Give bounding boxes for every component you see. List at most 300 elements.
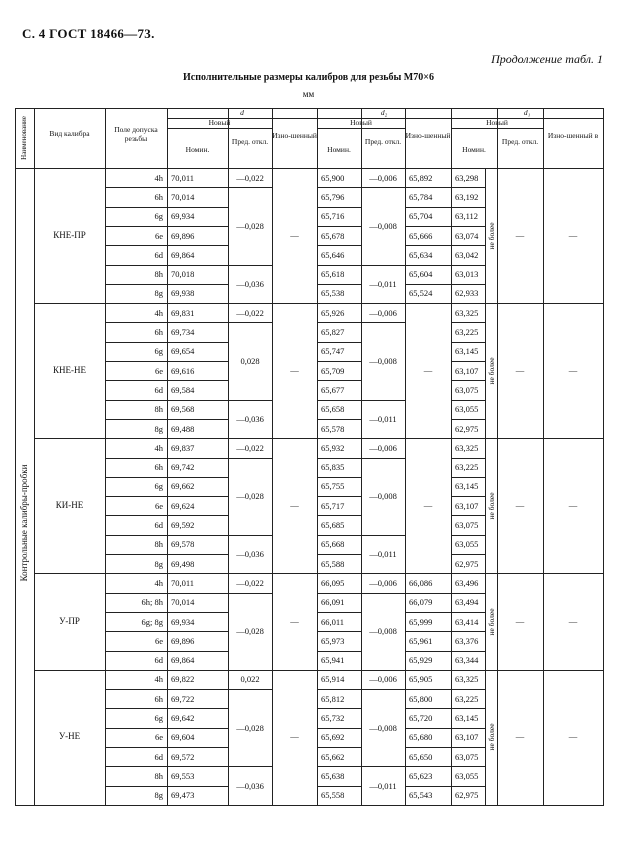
row-rule: [105, 187, 228, 188]
row-rule: [405, 207, 451, 208]
d2-nominal: 65,685: [321, 520, 345, 531]
d1-inner-rule: [485, 303, 486, 438]
row-rule: [405, 786, 451, 787]
row-rule: [105, 207, 228, 208]
d2-worn: 66,086: [409, 577, 433, 588]
deviation-rule: [361, 458, 405, 459]
d1-nominal: 63,192: [455, 191, 479, 202]
tolerance-field: 8g: [154, 558, 163, 569]
header-worn-d2: Изно-шенный: [405, 131, 451, 140]
row-rule: [405, 747, 451, 748]
d-deviation: —0,036: [236, 780, 264, 791]
header-rule: [34, 168, 603, 169]
d-nominal: 69,572: [171, 751, 195, 762]
header-new-d: Новый: [208, 118, 231, 127]
calibre-dimensions-table: [15, 108, 603, 805]
worn-d-dash: —: [290, 229, 299, 240]
header-worn-d1: Изно-шенный в: [547, 131, 599, 140]
d1-nominal: 63,107: [455, 500, 479, 511]
d-deviation: —0,028: [236, 626, 264, 637]
d2-nominal: 65,618: [321, 269, 345, 280]
d2-deviation: —0,008: [369, 491, 397, 502]
row-rule: [105, 477, 228, 478]
d-deviation: —0,036: [236, 278, 264, 289]
d-nominal: 69,831: [171, 307, 195, 318]
row-rule: [405, 631, 451, 632]
tolerance-field: 6g: [154, 481, 163, 492]
d2-deviation: —0,011: [369, 413, 397, 424]
row-rule: [317, 554, 361, 555]
d-nominal: 70,011: [171, 172, 195, 183]
d-nominal: 69,604: [171, 732, 195, 743]
d1-nominal: 63,225: [455, 693, 479, 704]
row-rule: [317, 419, 361, 420]
d2-nominal: 65,668: [321, 539, 345, 550]
d2-worn: 65,524: [409, 288, 433, 299]
row-rule: [451, 728, 485, 729]
d-nominal: 69,578: [171, 539, 195, 550]
d2-worn: 66,079: [409, 597, 433, 608]
d2-nominal: 66,095: [321, 577, 345, 588]
d1-nominal: 63,055: [455, 404, 479, 415]
d2-nominal: 65,677: [321, 384, 345, 395]
d-nominal: 69,742: [171, 462, 195, 473]
row-rule: [105, 593, 228, 594]
not-more-label: не более: [487, 608, 496, 636]
header-d1-label: d₁: [523, 108, 531, 117]
tolerance-field: 6g: [154, 211, 163, 222]
d1-nominal: 63,344: [455, 655, 479, 666]
d2-nominal: 65,932: [321, 442, 345, 453]
row-rule: [451, 400, 485, 401]
d-deviation: —0,022: [236, 307, 264, 318]
d2-worn: 65,623: [409, 770, 433, 781]
d2-worn: 65,650: [409, 751, 433, 762]
row-rule: [105, 612, 228, 613]
row-rule: [317, 496, 361, 497]
d1-nominal: 62,933: [455, 288, 479, 299]
row-rule: [317, 207, 361, 208]
d1-nominal: 63,074: [455, 230, 479, 241]
d2-worn: 65,704: [409, 211, 433, 222]
header-name-label: Наименование: [20, 116, 28, 160]
row-rule: [451, 187, 485, 188]
d1-nominal: 63,075: [455, 384, 479, 395]
row-rule: [451, 207, 485, 208]
tolerance-field: 4h: [154, 577, 163, 588]
tolerance-field: 8g: [154, 288, 163, 299]
d1-inner-rule: [485, 573, 486, 670]
column-rule: [34, 108, 35, 805]
row-rule: [451, 631, 485, 632]
d2-nominal: 65,678: [321, 230, 345, 241]
deviation-rule: [361, 593, 405, 594]
deviation-rule: [228, 322, 272, 323]
d1-nominal: 63,112: [455, 211, 479, 222]
deviation-rule: [228, 400, 272, 401]
row-rule: [317, 766, 361, 767]
d2-worn: 65,999: [409, 616, 433, 627]
d1-nominal: 63,298: [455, 172, 479, 183]
deviation-rule: [361, 187, 405, 188]
d2-worn: 65,905: [409, 674, 433, 685]
row-rule: [317, 651, 361, 652]
d2-worn: 65,961: [409, 635, 433, 646]
table-continuation-note: Продолжение табл. 1: [491, 52, 603, 66]
column-rule: [228, 108, 229, 805]
d-deviation: —0,022: [236, 442, 264, 453]
d2-nominal: 65,578: [321, 423, 345, 434]
deviation-rule: [228, 265, 272, 266]
d1-nominal: 63,325: [455, 442, 479, 453]
d-nominal: 70,014: [171, 191, 195, 202]
tolerance-field: 6d: [154, 520, 163, 531]
d2-nominal: 65,914: [321, 674, 345, 685]
tolerance-field: 6g: [154, 346, 163, 357]
row-rule: [317, 612, 361, 613]
d-deviation: 0,022: [240, 674, 260, 685]
header-d2-label: d₂: [380, 108, 388, 117]
row-rule: [451, 593, 485, 594]
d2-deviation: —0,008: [369, 356, 397, 366]
row-rule: [317, 245, 361, 246]
d1-nominal: 63,042: [455, 249, 479, 260]
row-rule: [105, 400, 228, 401]
row-rule: [105, 322, 228, 323]
column-rule: [543, 108, 544, 805]
row-rule: [317, 361, 361, 362]
tolerance-field: 6d: [154, 384, 163, 395]
row-rule: [405, 245, 451, 246]
tolerance-field: 6g: [154, 713, 163, 724]
row-rule: [405, 766, 451, 767]
d-nominal: 69,934: [171, 211, 195, 222]
d2-nominal: 65,538: [321, 288, 345, 299]
tolerance-field: 6e: [154, 230, 163, 241]
worn-d1-dash: —: [568, 731, 578, 742]
d-deviation: —0,022: [236, 577, 264, 588]
deviation-rule: [361, 689, 405, 690]
d2-nominal: 65,835: [321, 462, 345, 473]
d-nominal: 69,624: [171, 500, 195, 511]
d2-deviation: —0,006: [369, 172, 397, 183]
d-nominal: 69,662: [171, 481, 195, 492]
row-rule: [317, 187, 361, 188]
d2-deviation: —0,008: [369, 626, 397, 637]
deviation-rule: [228, 766, 272, 767]
row-rule: [317, 226, 361, 227]
d2-nominal: 65,646: [321, 249, 345, 260]
group-label-plugs: Контрольные калибры-пробки: [18, 464, 29, 582]
dev-d1-dash: —: [515, 731, 525, 742]
row-rule: [105, 226, 228, 227]
d2-worn: 65,666: [409, 230, 433, 241]
row-rule: [105, 458, 228, 459]
d-nominal: 69,488: [171, 423, 195, 434]
d-nominal: 70,018: [171, 269, 195, 280]
d2-nominal: 65,662: [321, 751, 345, 762]
column-rule: [105, 108, 106, 805]
dev-d1-dash: —: [515, 615, 525, 626]
row-rule: [451, 708, 485, 709]
row-rule: [105, 284, 228, 285]
d-nominal: 69,642: [171, 713, 195, 724]
deviation-rule: [361, 535, 405, 536]
header-dev-d: Пред. откл.: [231, 137, 269, 146]
d2-nominal: 65,796: [321, 191, 345, 202]
row-rule: [451, 786, 485, 787]
d2-worn: 65,720: [409, 713, 433, 724]
d2-worn: 65,929: [409, 655, 433, 666]
dev-d1-dash: —: [515, 229, 525, 240]
row-rule: [317, 593, 361, 594]
calibre-kind: КНЕ-НЕ: [53, 364, 86, 375]
d2-nominal: 65,716: [321, 211, 345, 222]
d-nominal: 70,011: [171, 577, 195, 588]
d-nominal: 69,553: [171, 770, 195, 781]
d1-nominal: 62,975: [455, 558, 479, 569]
column-rule: [15, 108, 16, 805]
d1-nominal: 63,055: [455, 770, 479, 781]
tolerance-field: 4h: [154, 442, 163, 453]
d2-nominal: 65,692: [321, 732, 345, 743]
row-rule: [105, 786, 228, 787]
d2-deviation: —0,006: [369, 577, 397, 588]
tolerance-field: 6h: [154, 191, 163, 202]
column-rule: [405, 108, 406, 805]
row-rule: [317, 786, 361, 787]
d-nominal: 69,896: [171, 635, 195, 646]
d2-deviation: —0,006: [369, 307, 397, 318]
deviation-rule: [228, 187, 272, 188]
row-rule: [405, 651, 451, 652]
d2-worn: 65,892: [409, 172, 433, 183]
row-rule: [105, 728, 228, 729]
row-rule: [451, 361, 485, 362]
d2-worn: 65,680: [409, 732, 433, 743]
tolerance-field: 8h: [154, 770, 163, 781]
row-rule: [317, 322, 361, 323]
tolerance-field: 4h: [154, 172, 163, 183]
tolerance-field: 6e: [154, 732, 163, 743]
row-rule: [105, 708, 228, 709]
deviation-rule: [228, 458, 272, 459]
calibre-kind: КИ-НЕ: [55, 499, 84, 510]
row-rule: [105, 419, 228, 420]
d2-deviation: —0,011: [369, 278, 397, 289]
header-nom-d2: Номин.: [327, 145, 351, 154]
row-rule: [317, 535, 361, 536]
calibre-kind: КНЕ-ПР: [53, 229, 86, 240]
row-rule: [105, 496, 228, 497]
d-nominal: 69,896: [171, 230, 195, 241]
row-rule: [451, 612, 485, 613]
row-rule: [451, 226, 485, 227]
tolerance-field: 4h: [154, 307, 163, 318]
d1-nominal: 63,075: [455, 520, 479, 531]
header-rule: [15, 168, 34, 169]
not-more-label: не более: [487, 357, 496, 385]
d-nominal: 69,837: [171, 442, 195, 453]
row-rule: [405, 612, 451, 613]
worn-d1-dash: —: [568, 364, 578, 375]
tolerance-field: 6h; 8h: [141, 597, 163, 608]
table-unit: мм: [302, 89, 315, 99]
d2-nominal: 66,091: [321, 597, 345, 608]
not-more-label: не более: [487, 222, 496, 250]
d2-deviation: —0,011: [369, 549, 397, 559]
header-rule: [167, 128, 272, 129]
row-rule: [451, 554, 485, 555]
row-rule: [451, 458, 485, 459]
d-nominal: 69,584: [171, 384, 195, 395]
column-rule: [167, 108, 168, 805]
d-nominal: 70,014: [171, 597, 195, 608]
d-nominal: 69,654: [171, 346, 195, 357]
header-dev-d2: Пред. откл.: [364, 137, 402, 146]
row-rule: [317, 342, 361, 343]
row-rule: [405, 187, 451, 188]
d2-nominal: 65,941: [321, 655, 345, 666]
d-nominal: 69,568: [171, 404, 195, 415]
d-nominal: 69,722: [171, 693, 195, 704]
d2-nominal: 65,755: [321, 481, 345, 492]
d-nominal: 69,938: [171, 288, 195, 299]
tolerance-field: 8g: [154, 423, 163, 434]
row-rule: [317, 708, 361, 709]
d2-nominal: 65,638: [321, 770, 345, 781]
row-rule: [451, 766, 485, 767]
worn-d-dash: —: [290, 499, 299, 510]
row-rule: [451, 245, 485, 246]
d-deviation: —0,036: [236, 549, 264, 559]
d1-nominal: 62,975: [455, 423, 479, 434]
d1-nominal: 63,494: [455, 597, 479, 608]
row-rule: [451, 535, 485, 536]
row-rule: [105, 631, 228, 632]
d2-nominal: 65,717: [321, 500, 345, 511]
d-nominal: 69,934: [171, 616, 195, 627]
group-separator: [34, 573, 603, 574]
dev-d1-dash: —: [515, 364, 525, 375]
header-dev-d1: Пред. откл.: [501, 137, 539, 146]
row-rule: [317, 515, 361, 516]
d-deviation: —0,022: [236, 172, 264, 183]
dev-d1-dash: —: [515, 499, 525, 510]
row-rule: [317, 689, 361, 690]
worn-d-dash: —: [290, 364, 299, 375]
row-rule: [451, 265, 485, 266]
d2-deviation: —0,008: [369, 722, 397, 733]
table-title: Исполнительные размеры калибров для резьбы М70×6: [183, 72, 434, 83]
tolerance-field: 8h: [154, 269, 163, 280]
header-tolerance-label: Поле допуска резьбы: [114, 125, 158, 143]
d2-deviation: —0,011: [369, 780, 397, 791]
worn-d2-dash: —: [423, 364, 433, 375]
row-rule: [105, 515, 228, 516]
d1-nominal: 63,496: [455, 577, 479, 588]
row-rule: [105, 747, 228, 748]
d2-nominal: 65,709: [321, 365, 345, 376]
d2-deviation: —0,006: [369, 674, 397, 685]
row-rule: [105, 535, 228, 536]
d1-inner-rule: [485, 168, 486, 303]
deviation-rule: [361, 322, 405, 323]
row-rule: [405, 689, 451, 690]
row-rule: [105, 380, 228, 381]
d2-nominal: 66,011: [321, 616, 345, 627]
d-deviation: —0,028: [236, 220, 264, 231]
header-worn-d: Изно-шенный: [272, 131, 317, 140]
row-rule: [451, 496, 485, 497]
d-nominal: 69,864: [171, 655, 195, 666]
row-rule: [317, 458, 361, 459]
row-rule: [105, 342, 228, 343]
page-header: С. 4 ГОСТ 18466—73.: [22, 26, 155, 41]
deviation-rule: [228, 689, 272, 690]
worn-d2-dash: —: [423, 499, 433, 510]
d2-nominal: 65,558: [321, 790, 345, 801]
worn-d1-dash: —: [568, 499, 578, 510]
row-rule: [451, 322, 485, 323]
group-separator: [34, 303, 603, 304]
d-nominal: 69,473: [171, 790, 195, 801]
header-rule: [317, 128, 405, 129]
row-rule: [317, 631, 361, 632]
row-rule: [317, 265, 361, 266]
d2-nominal: 65,812: [321, 693, 345, 704]
header-nom-d: Номин.: [185, 145, 210, 154]
tolerance-field: 6e: [154, 365, 163, 376]
tolerance-field: 6g; 8g: [141, 616, 163, 627]
d1-nominal: 63,376: [455, 635, 479, 646]
tolerance-field: 6d: [154, 249, 163, 260]
d2-deviation: —0,008: [369, 220, 397, 231]
row-rule: [405, 226, 451, 227]
header-new-d2: Новый: [350, 118, 372, 127]
header-d-label: d: [240, 108, 244, 117]
deviation-rule: [361, 766, 405, 767]
tolerance-field: 8h: [154, 539, 163, 550]
worn-d1-dash: —: [568, 229, 578, 240]
d-deviation: —0,028: [236, 491, 264, 502]
worn-d-dash: —: [290, 731, 299, 742]
d-nominal: 69,592: [171, 520, 195, 531]
d2-nominal: 65,926: [321, 307, 345, 318]
d1-nominal: 63,325: [455, 674, 479, 685]
header-kind-label: Вид калибра: [49, 129, 90, 138]
d2-nominal: 65,747: [321, 346, 345, 357]
calibre-kind: У-НЕ: [58, 731, 81, 742]
row-rule: [451, 342, 485, 343]
not-more-label: не более: [487, 723, 496, 751]
d2-deviation: —0,006: [369, 442, 397, 453]
row-rule: [317, 284, 361, 285]
row-rule: [451, 515, 485, 516]
row-rule: [451, 477, 485, 478]
tolerance-field: 6e: [154, 500, 163, 511]
tolerance-field: 8g: [154, 790, 163, 801]
d2-nominal: 65,973: [321, 635, 345, 646]
d1-nominal: 63,055: [455, 539, 479, 550]
column-rule: [603, 108, 604, 805]
d1-nominal: 63,414: [455, 616, 479, 627]
deviation-rule: [361, 265, 405, 266]
d2-worn: 65,543: [409, 790, 433, 801]
d1-nominal: 63,145: [455, 346, 479, 357]
d2-worn: 65,784: [409, 191, 433, 202]
d-nominal: 69,864: [171, 249, 195, 260]
